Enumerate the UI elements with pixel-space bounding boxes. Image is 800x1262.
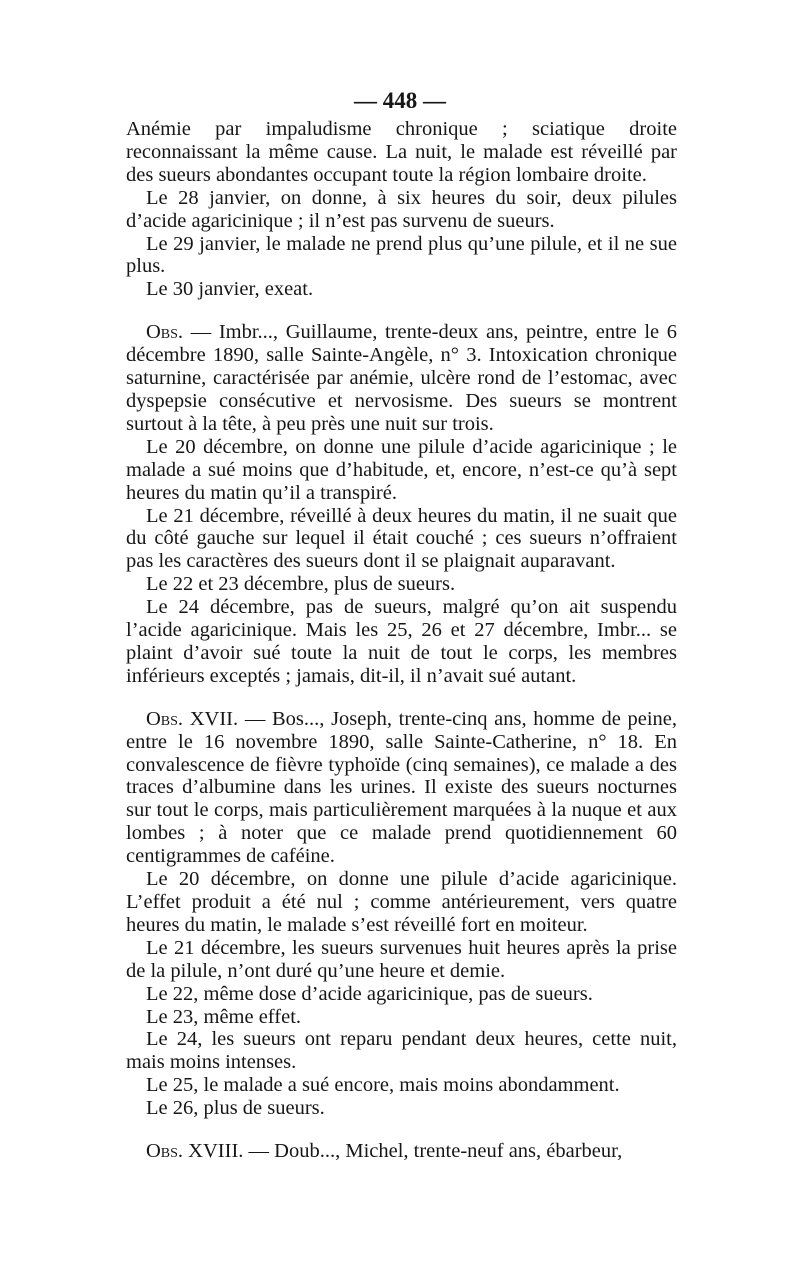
paragraph-text: Le 25, le malade a sué encore, mais moins abondamment. xyxy=(146,1074,620,1097)
paragraph xyxy=(126,1006,677,1029)
paragraph-text: Le 29 janvier, le malade ne prend plus qu’une pilule, et il ne sue plus. xyxy=(126,232,677,278)
observation-label: Obs. XVII. xyxy=(146,707,239,730)
page-number: — 448 — xyxy=(354,88,446,113)
paragraph-text: Le 23, même effet. xyxy=(146,1005,302,1028)
paragraph-text: Le 22 et 23 décembre, plus de sueurs. xyxy=(146,573,456,596)
observation-paragraph xyxy=(126,321,677,436)
paragraph-text: Le 20 décembre, on donne une pilule d’acide agaricinique ; le malade a sué moins que d’habitude, et, encore, n’est-ce qu’à sept heures du matin qu’il a transpiré. xyxy=(126,435,677,504)
paragraph-text: Le 24 décembre, pas de sueurs, malgré qu’on ait suspendu l’acide agaricinique. Mais les 25, 26 et 27 décembre, Imbr... se plaint d’avoir sué toute la nuit de tout le corps, les membres inférieurs exceptés ; jamais, dit-il, il n’avait sué autant. xyxy=(126,596,677,687)
paragraph-text: Le 24, les sueurs ont reparu pendant deux heures, cette nuit, mais moins intenses. xyxy=(126,1028,677,1074)
observation-paragraph xyxy=(126,1140,677,1163)
paragraph xyxy=(126,1028,677,1074)
paragraph-text: — Bos..., Joseph, trente-cinq ans, homme de peine, entre le 16 novembre 1890, salle Sainte-Catherine, n° 18. En convalescence de fièvre typhoïde (cinq semaines), ce malade a des traces d’albumine dans les urines. Il existe des sueurs nocturnes sur tout le corps, mais particulièrement marquées à la nuque et aux lombes ; à noter que ce malade prend quotidiennement 60 centigrammes de caféine. xyxy=(126,707,677,868)
paragraph-text: Le 21 décembre, réveillé à deux heures du matin, il ne suait que du côté gauche sur lequel il était couché ; ces sueurs n’offraient pas les caractères des sueurs dont il se plaignait auparavant. xyxy=(126,504,677,573)
paragraph-text: Anémie par impaludisme chronique ; sciatique droite reconnaissant la même cause. La nuit, le malade est réveillé par des sueurs abondantes occupant toute la région lombaire droite. xyxy=(126,118,677,186)
paragraph xyxy=(126,436,677,505)
paragraph-text: Le 28 janvier, on donne, à six heures du soir, deux pilules d’acide agaricinique ; il n’est pas survenu de sueurs. xyxy=(126,186,677,232)
paragraph xyxy=(126,983,677,1006)
paragraph-text: Le 26, plus de sueurs. xyxy=(146,1097,325,1120)
paragraph xyxy=(126,937,677,983)
paragraph xyxy=(126,118,677,187)
paragraph-text: Le 30 janvier, exeat. xyxy=(146,278,314,301)
paragraph xyxy=(126,233,677,279)
paragraph-text: Le 21 décembre, les sueurs survenues huit heures après la prise de la pilule, n’ont duré qu’une heure et demie. xyxy=(126,936,677,982)
paragraph xyxy=(126,596,677,688)
observation-label: Obs. XVIII. xyxy=(146,1140,244,1163)
observation-paragraph xyxy=(126,708,677,868)
paragraph xyxy=(126,505,677,574)
paragraph-text: Le 20 décembre, on donne une pilule d’acide agaricinique. L’effet produit a été nul ; comme antérieurement, vers quatre heures du matin, le malade s’est réveillé fort en moiteur. xyxy=(126,868,677,936)
paragraph xyxy=(126,868,677,937)
paragraph-text: — Doub..., Michel, trente-neuf ans, ébarbeur, xyxy=(248,1140,623,1163)
observation-label: Obs. xyxy=(146,321,184,344)
paragraph xyxy=(126,1074,677,1097)
paragraph xyxy=(126,1097,677,1120)
paragraph xyxy=(126,573,677,596)
body-text xyxy=(126,118,677,1163)
paragraph xyxy=(126,278,677,301)
paragraph-text: Le 22, même dose d’acide agaricinique, pas de sueurs. xyxy=(146,982,593,1005)
paragraph-text: — Imbr..., Guillaume, trente-deux ans, peintre, entre le 6 décembre 1890, salle Sainte-Angèle, n° 3. Intoxication chronique saturnine, caractérisée par anémie, ulcère rond de l’estomac, avec dyspepsie consécutive et nervosisme. Des sueurs se montrent surtout à la tête, à peu près une nuit sur trois. xyxy=(126,321,677,435)
paragraph xyxy=(126,187,677,233)
